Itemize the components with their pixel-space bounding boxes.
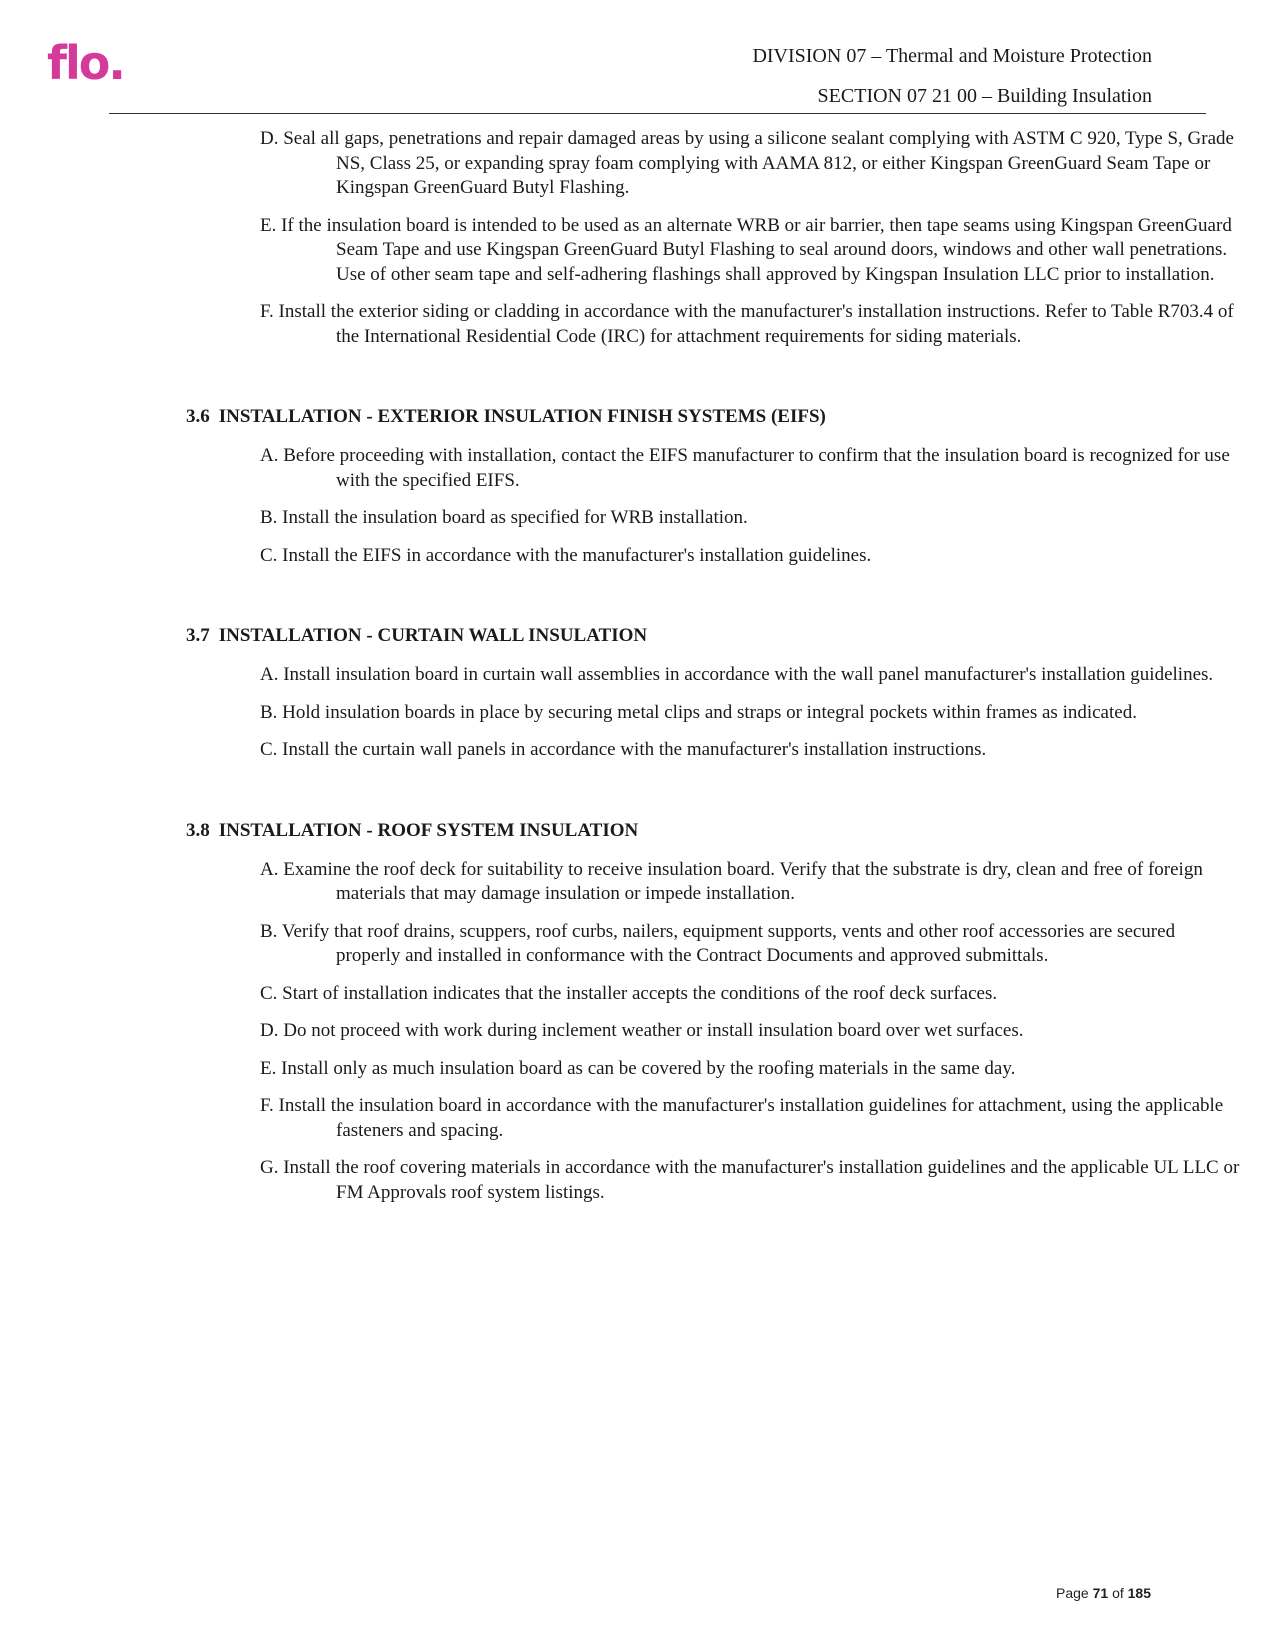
list-item: C. Install the curtain wall panels in accordance with the manufacturer's installation instructions. (260, 739, 987, 760)
of-label: of (1112, 1585, 1124, 1601)
total-pages: 185 (1127, 1585, 1151, 1601)
page-number: 71 (1092, 1585, 1109, 1601)
flo-logo: flo. (47, 36, 124, 90)
section-heading-3-7: 3.7 INSTALLATION - CURTAIN WALL INSULATION (186, 625, 648, 646)
division-header: DIVISION 07 – Thermal and Moisture Protection (752, 45, 1152, 67)
header-divider (109, 113, 1206, 114)
section-heading-3-6: 3.6 INSTALLATION - EXTERIOR INSULATION FINISH SYSTEMS (EIFS) (186, 406, 826, 427)
list-item: A. Before proceeding with installation, contact the EIFS manufacturer to confirm that the insulation board is recognized for use with the specified EIFS. (260, 445, 1230, 491)
section-heading-3-8: 3.8 INSTALLATION - ROOF SYSTEM INSULATION (186, 819, 639, 841)
section-header: SECTION 07 21 00 – Building Insulation (817, 85, 1152, 107)
list-item: F. Install the exterior siding or cladding in accordance with the manufacturer's installation instructions. Refer to Table R703.4 of the International Residential Code (IRC) for attachment requirements for siding materials. (260, 301, 1234, 347)
page-label: Page (1056, 1585, 1089, 1601)
page-footer (1056, 1585, 1151, 1601)
list-item: B. Install the insulation board as specified for WRB installation. (260, 507, 748, 528)
list-item: B. Hold insulation boards in place by securing metal clips and straps or integral pockets within frames as indicated. (260, 701, 1137, 723)
list-item: G. Install the roof covering materials in accordance with the manufacturer's installation guidelines and the applicable UL LLC or FM Approvals roof system listings. (260, 1157, 1240, 1203)
list-item: F. Install the insulation board in accordance with the manufacturer's installation guidelines for attachment, using the applicable fasteners and spacing. (260, 1095, 1224, 1141)
list-item: C. Install the EIFS in accordance with the manufacturer's installation guidelines. (260, 544, 872, 566)
list-item: A. Install insulation board in curtain wall assemblies in accordance with the wall panel manufacturer's installation guidelines. (260, 664, 1214, 685)
list-item: D. Seal all gaps, penetrations and repair damaged areas by using a silicone sealant complying with ASTM C 920, Type S, Grade NS, Class 25, or expanding spray foam complying with AAMA 812, or either Kingspan GreenGuard Seam Tape or Kingspan GreenGuard Butyl Flashing. (260, 128, 1234, 198)
list-item: D. Do not proceed with work during inclement weather or install insulation board over wet surfaces. (260, 1020, 1024, 1041)
list-item: E. Install only as much insulation board as can be covered by the roofing materials in the same day. (260, 1057, 1016, 1079)
list-item: C. Start of installation indicates that the installer accepts the conditions of the roof deck surfaces. (260, 982, 998, 1004)
document-body (0, 127, 1275, 1205)
list-item: E. If the insulation board is intended to be used as an alternate WRB or air barrier, then tape seams using Kingspan GreenGuard Seam Tape and use Kingspan GreenGuard Butyl Flashing to seal around doors, windows and other wall penetrations. Use of other seam tape and self-adhering flashings shall approved by Kingspan Insulation LLC prior to installation. (260, 214, 1232, 285)
list-item: B. Verify that roof drains, scuppers, roof curbs, nailers, equipment supports, vents and other roof accessories are secured properly and installed in conformance with the Contract Documents and approved submittals. (260, 920, 1176, 966)
list-item: A. Examine the roof deck for suitability to receive insulation board. Verify that the substrate is dry, clean and free of foreign materials that may damage insulation or impede installation. (260, 858, 1203, 904)
